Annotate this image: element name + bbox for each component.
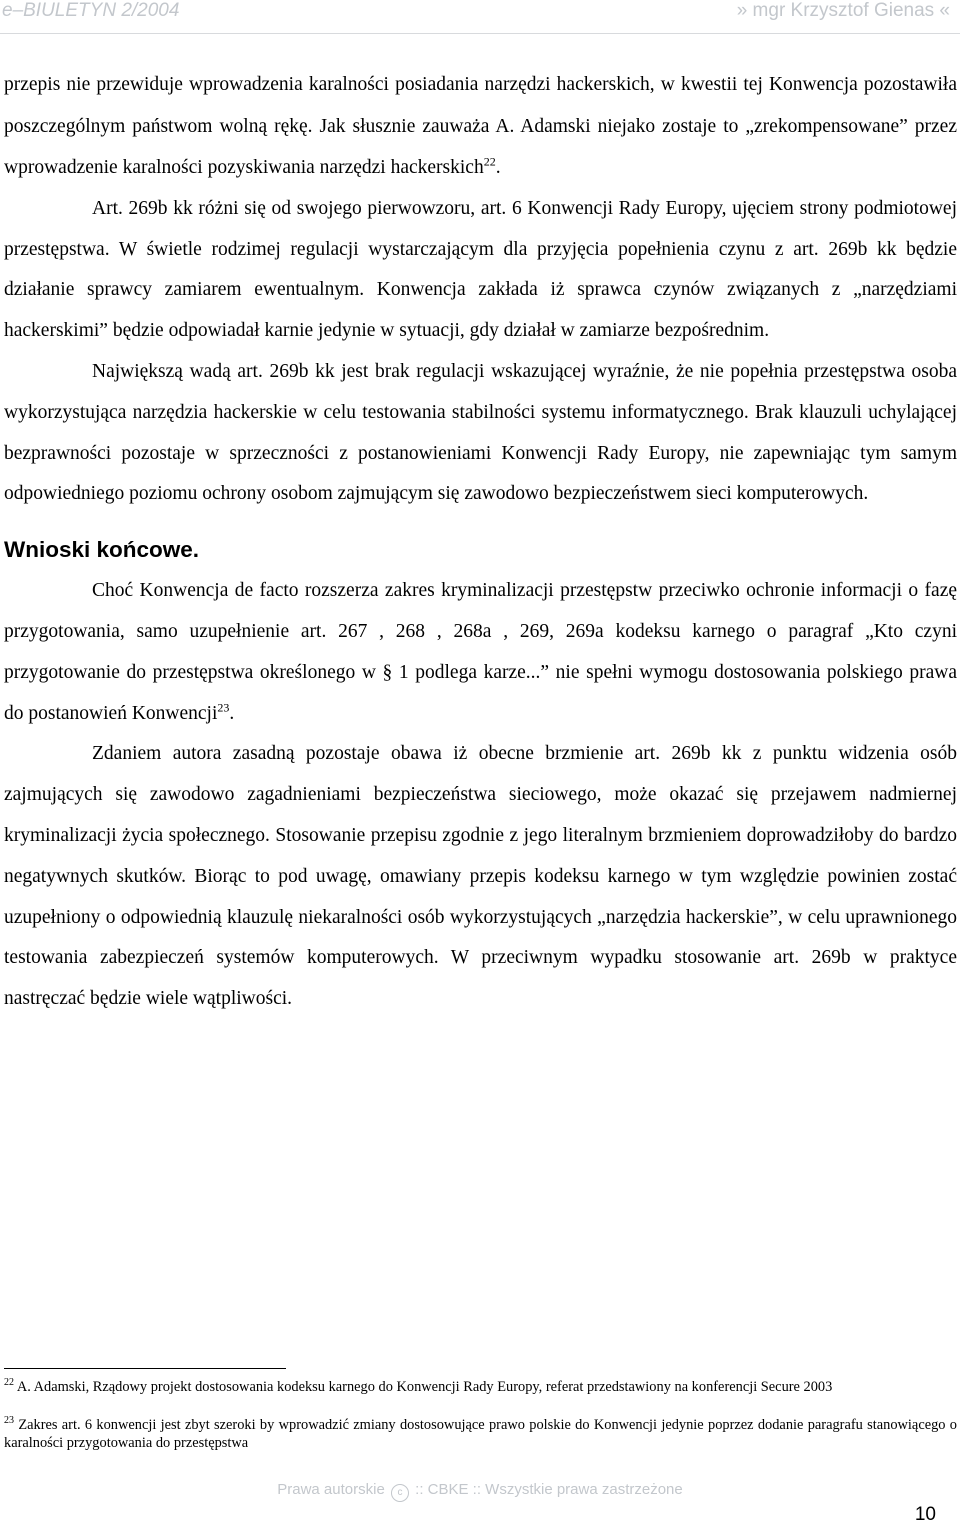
header-bulletin-title: e–BIULETYN 2/2004 [2,0,180,21]
paragraph-1: przepis nie przewiduje wprowadzenia karalności posiadania narzędzi hackerskich, w kwestii tej Konwencja pozostawiła poszczególnym państwom wolną rękę. Jak słusznie zauważa A. Adamski niejako zostaje to „zrekompensowane” przez wprowadzenie karalności pozyskiwania narzędzi hackerskich$^{22}$. [4,74,957,179]
footer-rights-text: :: CBKE :: Wszystkie prawa zastrzeżone [415,1481,683,1498]
footnote-ref-23[interactable]: 23 [217,700,230,715]
header-divider [0,33,960,34]
footnote-number: 23 [4,1415,14,1427]
header-author: » mgr Krzysztof Gienas « [736,0,950,21]
paragraph-3: Największą wadą art. 269b kk jest brak regulacji wskazującej wyraźnie, że nie popełnia przestępstwa osoba wykorzystująca narzędzia hackerskie w celu testowania stabilności systemu informatycznego. Brak klauzuli uchylającej bezprawności pozostaje w sprzeczności z postanowieniami Konwencji Rady Europy, nie zapewniając tym samym odpowiedniego poziomu ochrony osobom zajmującym się zawodowo bezpieczeństwem sieci komputerowych. [4,360,957,505]
footnote-divider [4,1368,286,1369]
footnote-22 [4,1379,957,1397]
footnote-ref-22[interactable]: 22 [483,154,496,169]
section-heading: Wnioski końcowe. [4,537,200,563]
page-number: 10 [914,1504,936,1525]
page-footer [0,1481,960,1502]
paragraph-4: Choć Konwencja de facto rozszerza zakres kryminalizacji przestępstw przeciwko ochronie informacji o fazę przygotowania, samo uzupełnienie art. 267 , 268 , 268a , 269, 269a kodeksu karnego o paragraf „Kto czyni przygotowanie do przestępstwa określonego w § 1 podlega karze...” nie spełni wymogu dostosowania polskiego prawa do postanowień Konwencji$^{23}$. [4,580,957,724]
footnote-text: A. Adamski, Rządowy projekt dostosowania kodeksu karnego do Konwencji Rady Europy, referat przedstawiony na konferencji Secure 2003 [16,1379,833,1395]
paragraph-2: Art. 269b kk różni się od swojego pierwowzoru, art. 6 Konwencji Rady Europy, ujęciem strony podmiotowej przestępstwa. W świetle rodzimej regulacji wystarczającym dla przyjęcia popełnienia czynu z art. 269b kk będzie działanie sprawcy zamiarem ewentualnym. Konwencja zakłada iż sprawca czynów związanych z „narzędziami hackerskimi” będzie odpowiadał karnie jedynie w sytuacji, gdy działał w zamiarze bezpośrednim. [4,197,957,342]
copyright-icon: c [391,1484,409,1502]
footnote-23 [4,1417,957,1452]
paragraph-5: Zdaniem autora zasadną pozostaje obawa iż obecne brzmienie art. 269b kk z punktu widzenia osób zajmujących się zawodowo zagadnieniami bezpieczeństwa sieciowego, może okazać się przejawem nadmiernej kryminalizacji życia społecznego. Stosowanie przepisu zgodnie z jego literalnym brzmieniem doprowadziłoby do bardzo negatywnych skutków. Biorąc to pod uwagę, omawiany przepis kodeksu karnego w tym względzie powinien zostać uzupełniony o odpowiednią klauzulę niekaralności osób wykorzystujących „narzędzia hackerskie”, w celu uprawnionego testowania zabezpieczeń systemów komputerowych. W przeciwnym wypadku stosowanie art. 269b w praktyce nastręczać będzie wiele wątpliwości. [4,743,957,1010]
footnote-number: 22 [4,1377,14,1389]
footer-copyright-label: Prawa autorskie [277,1481,385,1498]
main-text [4,64,957,1020]
footnote-text: Zakres art. 6 konwencji jest zbyt szeroki by wprowadzić zmiany dostosowujące prawo polskie do Konwencji jedynie poprzez dodanie paragrafu stanowiącego o karalności przygotowania do przestępstwa [4,1417,957,1451]
running-header [0,0,960,26]
